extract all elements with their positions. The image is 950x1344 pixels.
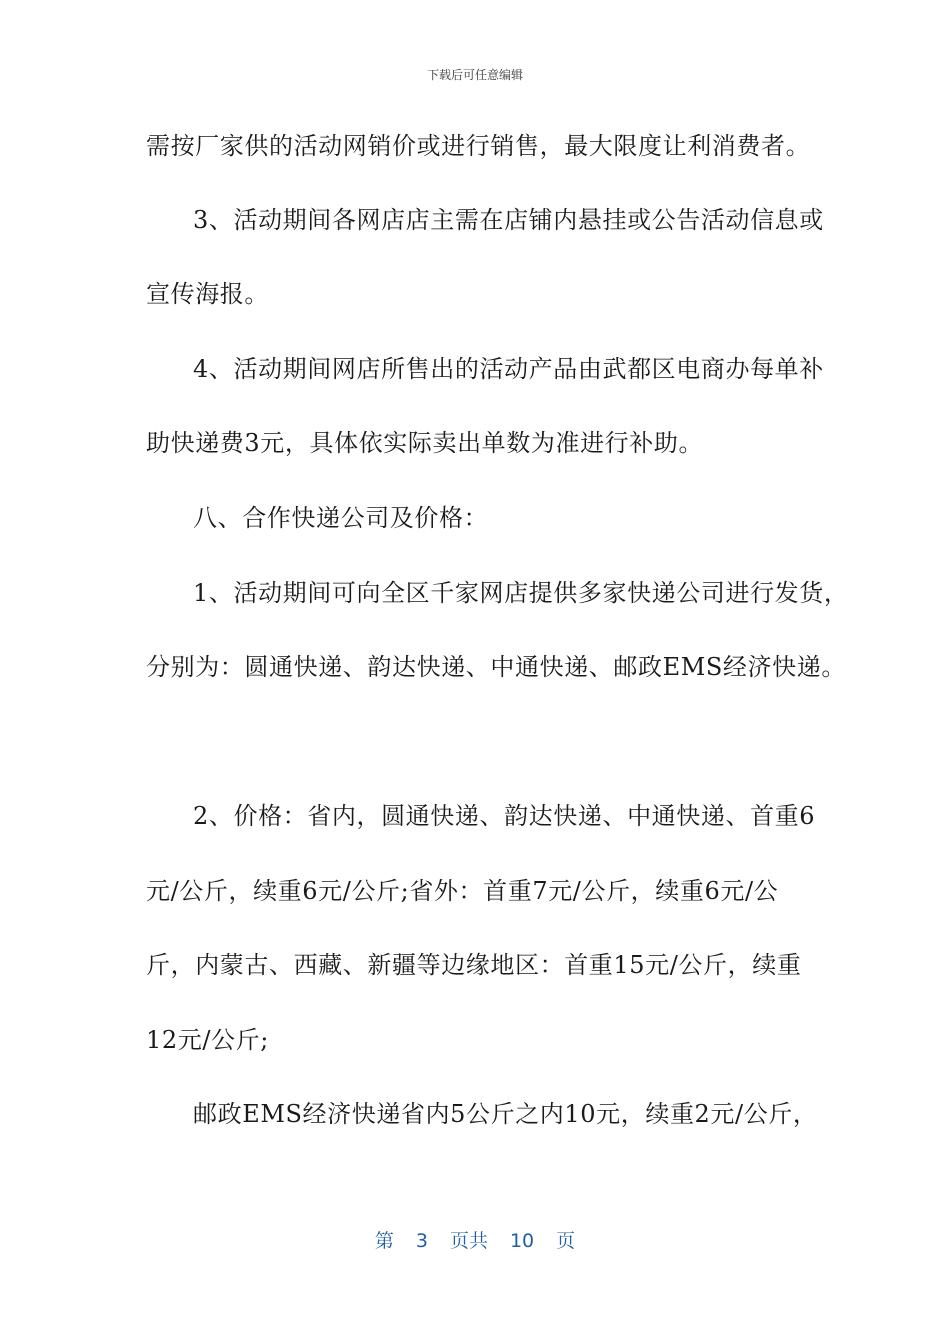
paragraph-line: 需按厂家供的活动网销价或进行销售，最大限度让利消费者。 (146, 132, 811, 160)
current-page-number: 3 (415, 1230, 428, 1252)
page-label-prefix: 第 (374, 1230, 394, 1252)
paragraph-line: 4、活动期间网店所售出的活动产品由武都区电商办每单补 (193, 355, 824, 383)
page-label-mid: 页共 (449, 1230, 488, 1252)
total-pages-number: 10 (509, 1230, 535, 1252)
page-label-suffix: 页 (556, 1230, 576, 1252)
paragraph-line: 12元/公斤; (146, 1026, 269, 1054)
page-header: 下载后可任意编辑 (426, 68, 523, 82)
paragraph-line: 元/公斤，续重6元/公斤;省外：首重7元/公斤，续重6元/公 (146, 877, 779, 905)
paragraph-line: 1、活动期间可向全区千家网店提供多家快递公司进行发货， (193, 579, 849, 607)
paragraph-line: 2、价格：省内，圆通快递、韵达快递、中通快递、首重6 (193, 802, 816, 830)
paragraph-line: 助快递费3元，具体依实际卖出单数为准进行补助。 (146, 429, 704, 457)
paragraph-line: 宣传海报。 (146, 280, 269, 308)
paragraph-line: 邮政EMS经济快递省内5公斤之内10元，续重2元/公斤， (193, 1100, 818, 1128)
section-heading: 八、合作快递公司及价格： (193, 504, 489, 532)
paragraph-line: 分别为：圆通快递、韵达快递、中通快递、邮政EMS经济快递。 (146, 653, 846, 681)
paragraph-line: 3、活动期间各网店店主需在店铺内悬挂或公告活动信息或 (193, 206, 824, 234)
page-footer (0, 1226, 950, 1253)
paragraph-line: 斤，内蒙古、西藏、新疆等边缘地区：首重15元/公斤，续重 (146, 951, 802, 979)
